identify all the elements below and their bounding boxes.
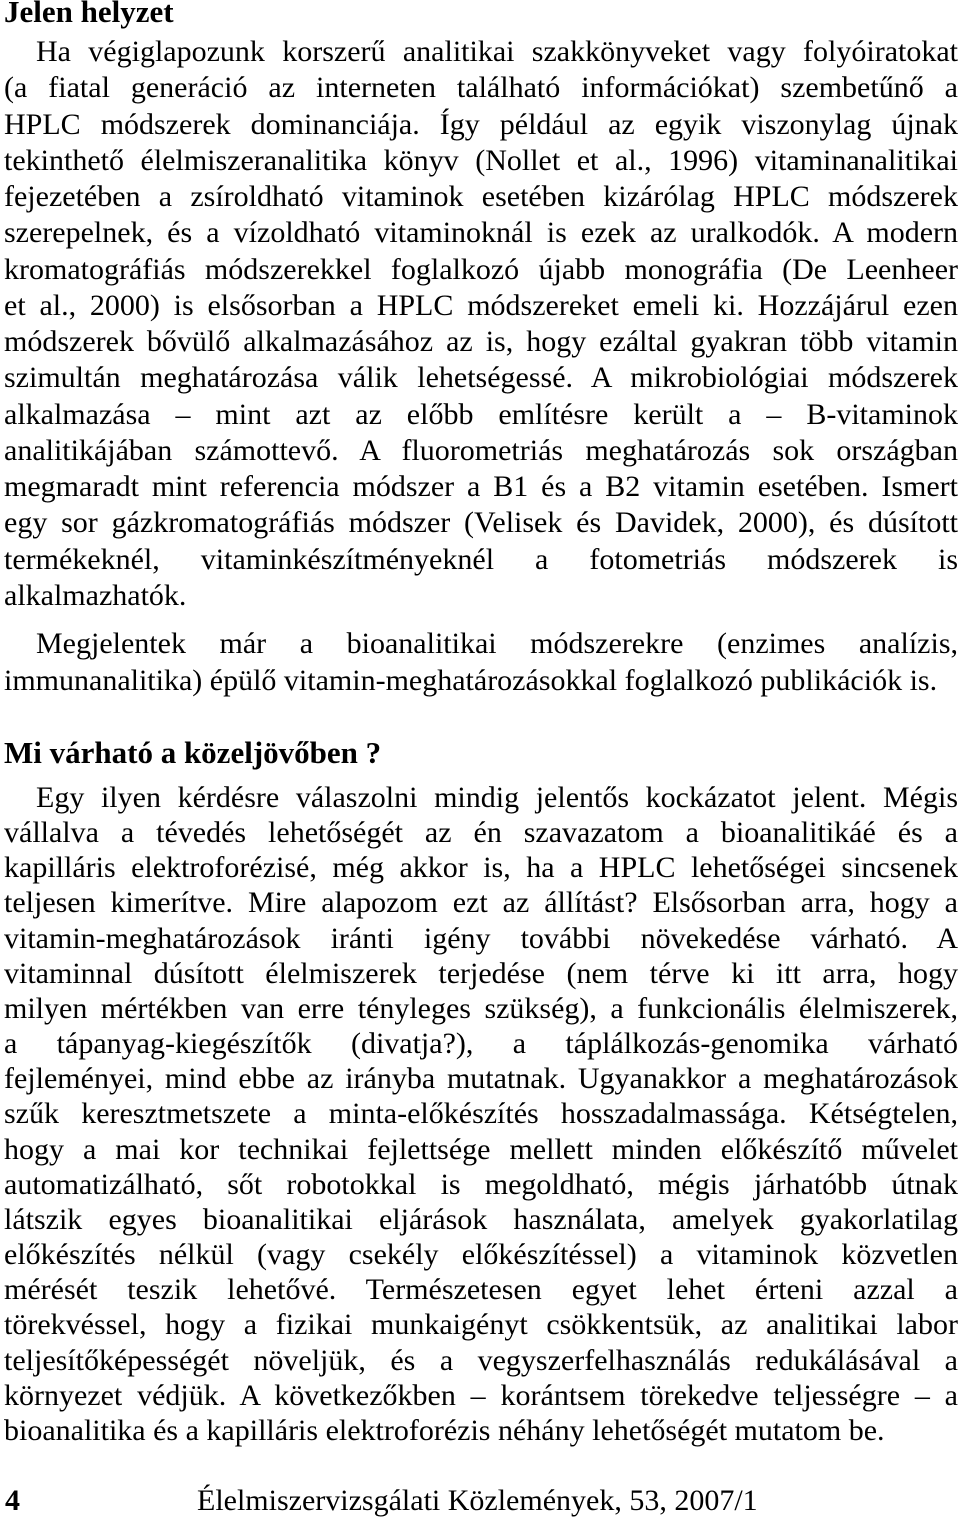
text-line: alkalmazhatók. xyxy=(4,578,187,612)
text-line: környezet védjük. A következőkben – korántsem törekedve teljességre – a xyxy=(4,1378,958,1412)
text-line: analitikájában számottevő. A fluorometriás meghatározás sok országban xyxy=(4,433,958,467)
text-line: et al., 2000) is elsősorban a HPLC módszereket emeli ki. Hozzájárul ezen xyxy=(4,288,958,322)
text-line: fejleményei, mind ebbe az irányba mutatnak. Ugyanakkor a meghatározások xyxy=(4,1062,958,1096)
text-line: immunanalitika) épülő vitamin-meghatározásokkal foglalkozó publikációk is. xyxy=(4,664,938,697)
text-line: a tápanyag-kiegészítők (divatja?), a táplálkozás-genomika várható xyxy=(4,1027,958,1061)
text-line: bioanalitika és a kapilláris elektroforézis néhány lehetőségét mutatom be. xyxy=(4,1413,885,1447)
paragraph xyxy=(4,34,958,614)
text-line: vitamin-meghatározások iránti igény további növekedése várható. A xyxy=(4,921,958,955)
paragraph xyxy=(4,780,958,1448)
text-line: kapilláris elektroforézisé, még akkor is, ha a HPLC lehetőségei sincsenek xyxy=(4,851,958,885)
text-line: Megjelentek már a bioanalitikai módszerekre (enzimes analízis, xyxy=(36,627,958,660)
text-line: alkalmazása – mint azt az előbb említésre került a – B-vitaminok xyxy=(4,397,958,431)
text-line: törekvéssel, hogy a fizikai munkaigényt csökkentsük, az analitikai labor xyxy=(4,1308,958,1342)
text-line: Egy ilyen kérdésre válaszolni mindig jelentős kockázatot jelent. Mégis xyxy=(36,781,958,814)
text-line: szimultán meghatározása válik lehetségessé. A mikrobiológiai módszerek xyxy=(4,361,958,395)
text-line: megmaradt mint referencia módszer a B1 és a B2 vitamin esetében. Ismert xyxy=(4,470,958,504)
text-line: teljesen kimerítve. Mire alapozom ezt az állítást? Elsősorban arra, hogy a xyxy=(4,886,958,920)
text-line: szűk keresztmetszete a minta-előkészítés hosszadalmassága. Kétségtelen, xyxy=(4,1097,958,1131)
paragraph xyxy=(4,625,958,699)
text-line: automatizálható, sőt robotokkal is megoldható, mégis járhatóbb útnak xyxy=(4,1167,958,1201)
section-heading-jelen-helyzet: Jelen helyzet xyxy=(4,0,174,29)
text-line: milyen mértékben van erre tényleges szükség), a funkcionális élelmiszerek, xyxy=(4,991,958,1025)
text-line: hogy a mai kor technikai fejlettsége mellett minden előkészítő művelet xyxy=(4,1132,958,1166)
text-line: mérését teszik lehetővé. Természetesen egyet lehet érteni azzal a xyxy=(4,1273,958,1307)
text-line: vállalva a tévedés lehetőségét az én szavazatom a bioanalitikáé és a xyxy=(4,816,958,850)
text-line: fejezetében a zsíroldható vitaminok esetében kizárólag HPLC módszerek xyxy=(4,180,958,214)
text-line: HPLC módszerek dominanciája. Így például az egyik viszonylag újnak xyxy=(4,107,958,141)
text-line: kromatográfiás módszerekkel foglalkozó újabb monográfia (De Leenheer xyxy=(4,252,958,286)
text-line: látszik egyes bioanalitikai eljárások használata, amelyek gyakorlatilag xyxy=(4,1202,958,1236)
text-line: vitaminnal dúsított élelmiszerek terjedése (nem térve ki itt arra, hogy xyxy=(4,956,958,990)
journal-citation: Élelmiszervizsgálati Közlemények, 53, 2007/1 xyxy=(197,1484,758,1517)
text-line: egy sor gázkromatográfiás módszer (Velisek és Davidek, 2000), és dúsított xyxy=(4,506,958,540)
text-line: teljesítőképességét növeljük, és a vegyszerfelhasználás redukálásával a xyxy=(4,1343,958,1377)
page-number: 4 xyxy=(5,1484,20,1517)
section-heading-mi-varhato: Mi várható a közeljövőben ? xyxy=(4,735,382,770)
text-line: termékeknél, vitaminkészítményeknél a fotometriás módszerek is xyxy=(4,542,958,576)
text-line: (a fiatal generáció az interneten található információkat) szembetűnő a xyxy=(4,71,958,105)
text-line: módszerek bővülő alkalmazásához az is, hogy ezáltal gyakran több vitamin xyxy=(4,325,958,359)
text-line: Ha végiglapozunk korszerű analitikai szakkönyveket vagy folyóiratokat xyxy=(36,35,958,68)
text-line: tekinthető élelmiszeranalitika könyv (Nollet et al., 1996) vitaminanalitikai xyxy=(4,143,958,177)
text-line: szerepelnek, és a vízoldható vitaminoknál is ezek az uralkodók. A modern xyxy=(4,216,958,250)
text-line: előkészítés nélkül (vagy csekély előkészítéssel) a vitaminok közvetlen xyxy=(4,1238,958,1272)
